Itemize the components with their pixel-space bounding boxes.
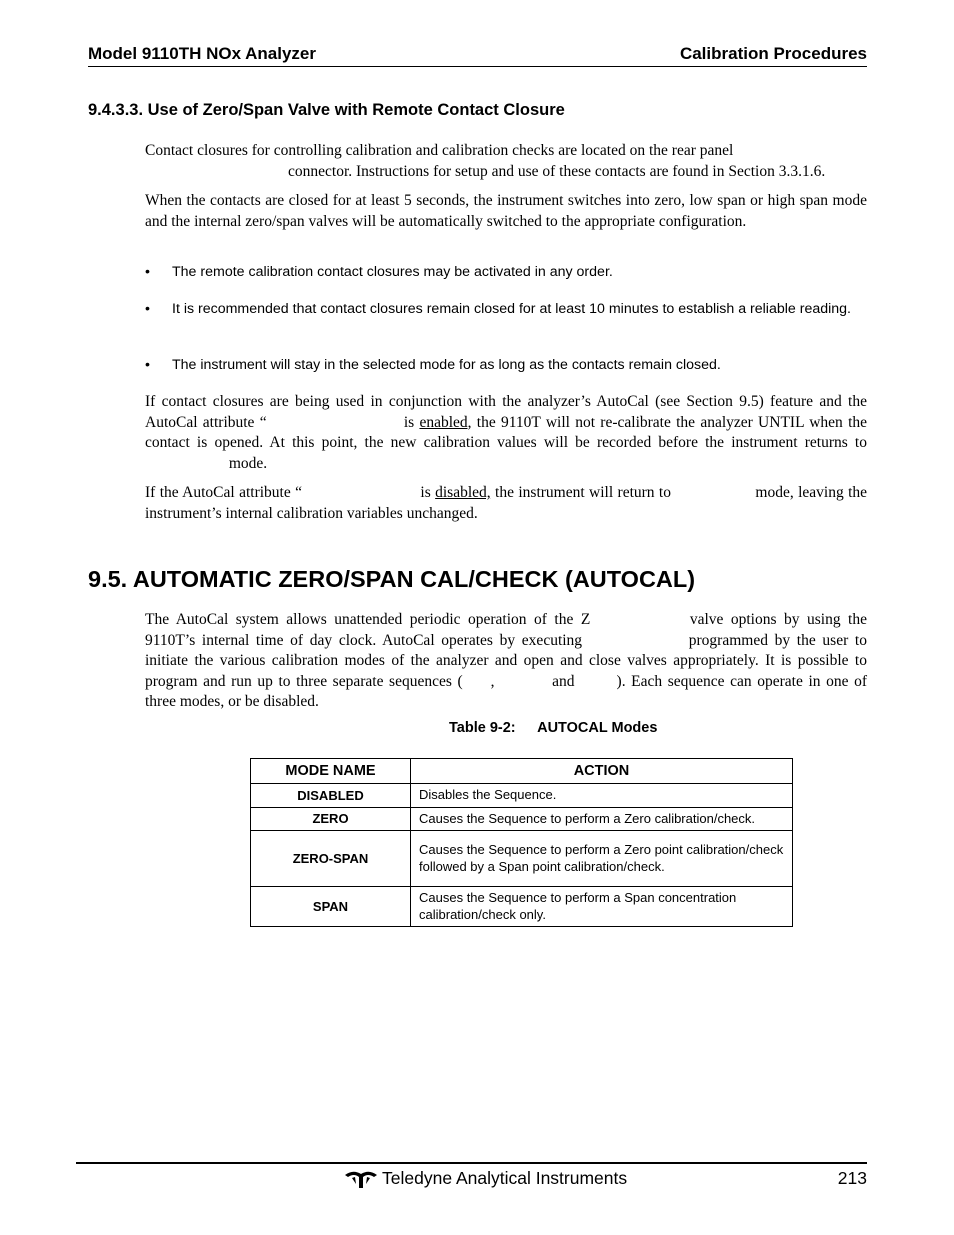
table-cell-action: Disables the Sequence.	[411, 784, 793, 808]
paragraph-text: When the contacts are closed for at least 5 seconds, the instrument switches into zero, low span or high span mode and the internal zero/span valves will be automatically switched to the appropriate configuration.	[145, 192, 867, 230]
teledyne-logo-icon	[344, 1169, 378, 1189]
text-run: mode.	[228, 454, 268, 472]
table-header-mode-name: MODE NAME	[251, 759, 411, 784]
section-heading: 9.5. AUTOMATIC ZERO/SPAN CAL/CHECK (AUTOCAL)	[88, 566, 696, 592]
table-row	[251, 784, 793, 808]
text-run: the 9110T will not re-calibrate the analyzer UNTIL when the contact is opened. At this point, the new calibration values will be recorded before the instrument returns to	[145, 413, 867, 451]
text-run: ). Each sequence can operate in one of three modes, or be disabled.	[145, 672, 868, 710]
page-number: 213	[837, 1168, 867, 1188]
paragraph-line: Contact closures for controlling calibration and calibration checks are located on the rear panel	[145, 142, 734, 159]
paragraph-text	[145, 483, 867, 524]
footer-rule	[76, 1162, 867, 1164]
bullet-item	[145, 356, 867, 374]
paragraph-text	[145, 610, 867, 713]
text-run: is	[403, 413, 415, 431]
bullet-dot-icon: •	[145, 264, 150, 280]
text-run: programmed by the user to initiate the various calibration modes of the analyzer and open and close valves appropriately. It is possible to program and run up to three separate sequences (	[145, 631, 867, 690]
table-caption-number: Table 9-2:	[449, 720, 516, 736]
text-run: the instrument will return to	[495, 484, 671, 501]
bullet-text: It is recommended that contact closures remain closed for at least 10 minutes to establish a reliable reading.	[172, 301, 851, 317]
table-row	[251, 831, 793, 887]
bullet-dot-icon: •	[145, 301, 150, 317]
page-footer	[344, 1168, 867, 1189]
bullet-text: The instrument will stay in the selected mode for as long as the contacts remain closed.	[172, 357, 721, 373]
table-cell-mode: ZERO-SPAN	[251, 831, 411, 887]
header-model-title: Model 9110TH NOx Analyzer	[88, 44, 317, 63]
paragraph-autocal-enabled	[145, 392, 867, 474]
bullet-item	[145, 263, 867, 281]
table-caption-title: AUTOCAL Modes	[537, 720, 658, 736]
text-run: If contact closures are being used in conjunction with the analyzer’s AutoCal (see Section 9.5) feature and the AutoCal attribute “	[145, 393, 867, 431]
table-cell-action: Causes the Sequence to perform a Zero point calibration/check followed by a Span point calibration/check.	[411, 831, 793, 887]
bullet-text: The remote calibration contact closures may be activated in any order.	[172, 264, 613, 280]
paragraph-autocal-system	[145, 610, 867, 713]
table-caption	[449, 720, 657, 736]
table-header-action: ACTION	[411, 759, 793, 784]
subsection-heading: 9.4.3.3. Use of Zero/Span Valve with Remote Contact Closure	[88, 101, 565, 119]
bullet-dot-icon: •	[145, 357, 150, 373]
footer-brand	[344, 1168, 627, 1189]
paragraph-line: connector. Instructions for setup and use of these contacts are found in Section 3.3.1.6.	[288, 162, 826, 180]
table-row	[251, 807, 793, 831]
text-run: If the AutoCal attribute “	[145, 484, 302, 501]
autocal-modes-table	[250, 758, 793, 927]
paragraph-contacts-closed	[145, 191, 867, 232]
disabled-term: disabled,	[435, 484, 491, 501]
table-cell-mode: DISABLED	[251, 784, 411, 808]
enabled-term: enabled,	[419, 413, 472, 431]
text-run: mode, leaving the instrument’s internal calibration variables unchanged.	[145, 484, 868, 522]
text-run: ,	[490, 672, 495, 690]
text-run: valve options by using the 9110T’s internal time of day clock. AutoCal operates by executing	[145, 611, 867, 649]
table-cell-action: Causes the Sequence to perform a Span concentration calibration/check only.	[411, 887, 793, 927]
text-run: and	[552, 672, 575, 690]
paragraph-autocal-disabled	[145, 483, 867, 524]
table-cell-mode: SPAN	[251, 887, 411, 927]
table-cell-action: Causes the Sequence to perform a Zero calibration/check.	[411, 807, 793, 831]
table-cell-mode: ZERO	[251, 807, 411, 831]
text-run: The AutoCal system allows unattended periodic operation of the Z	[145, 611, 591, 628]
header-chapter-title: Calibration Procedures	[679, 44, 867, 63]
paragraph-contact-closures	[145, 141, 867, 182]
text-run: is	[420, 484, 431, 501]
page-header	[88, 44, 867, 67]
paragraph-text	[145, 392, 867, 474]
table-row	[251, 887, 793, 927]
footer-company: Teledyne Analytical Instruments	[382, 1168, 628, 1188]
bullet-item	[145, 300, 867, 318]
table-header-row	[251, 759, 793, 784]
